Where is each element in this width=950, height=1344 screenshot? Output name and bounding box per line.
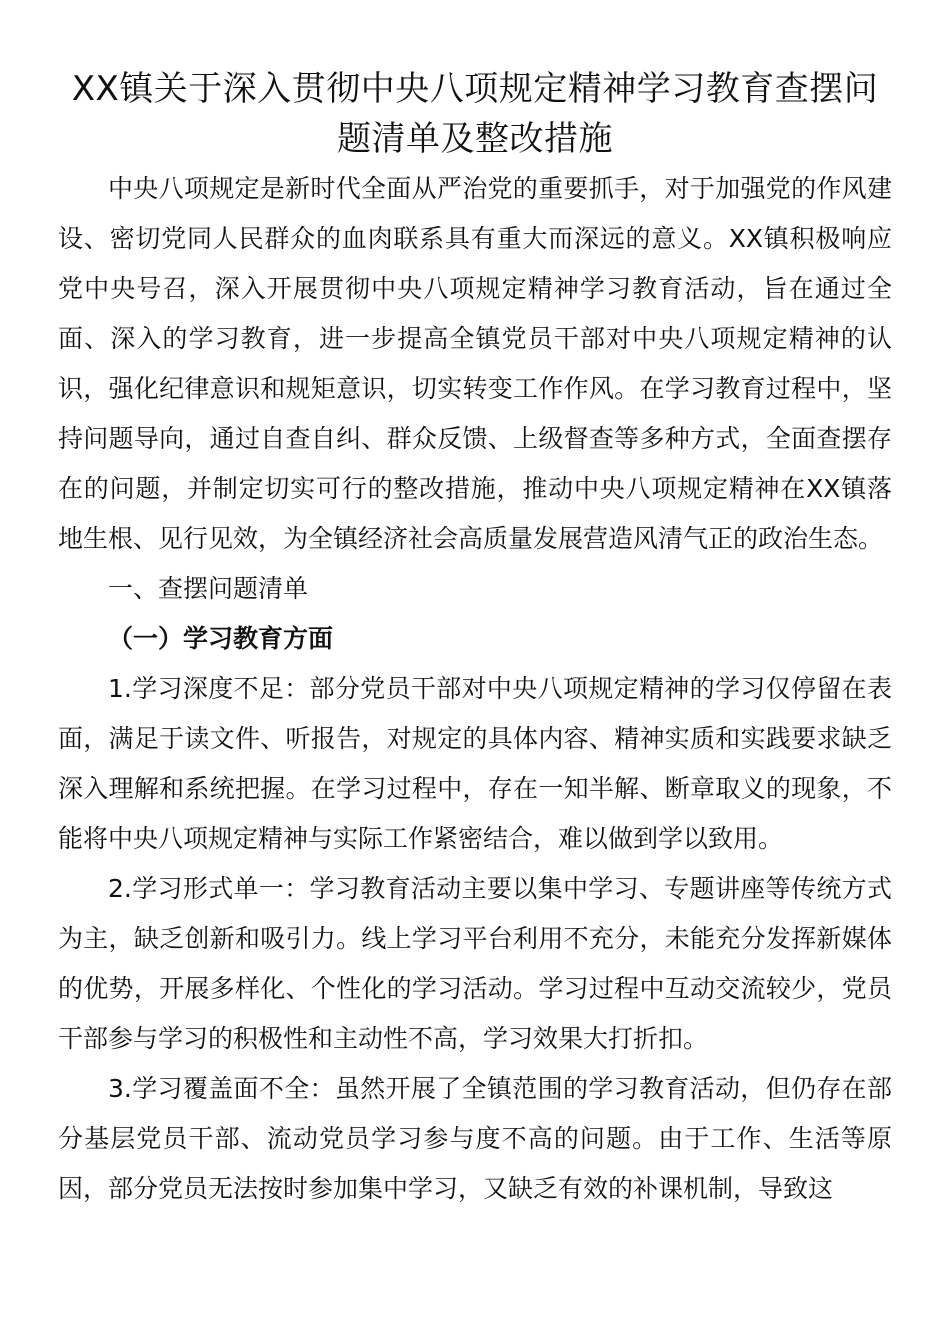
document-page <box>58 64 892 1214</box>
subsection-heading: （一）学习教育方面 <box>108 624 334 653</box>
section-heading: 一、查摆问题清单 <box>108 574 309 603</box>
list-item: 2.学习形式单一：学习教育活动主要以集中学习、专题讲座等传统方式为主，缺乏创新和吸引力。线上学习平台利用不充分，未能充分发挥新媒体的优势，开展多样化、个性化的学习活动。学习过程中互动交流较少，党员干部参与学习的积极性和主动性不高，学习效果大打折扣。 <box>58 874 892 1053</box>
list-item: 3.学习覆盖面不全：虽然开展了全镇范围的学习教育活动，但仍存在部分基层党员干部、流动党员学习参与度不高的问题。由于工作、生活等原因，部分党员无法按时参加集中学习，又缺乏有效的补课机制，导致这 <box>58 1074 892 1203</box>
document-title: XX镇关于深入贯彻中央八项规定精神学习教育查摆问题清单及整改措施 <box>71 69 879 159</box>
list-item: 1.学习深度不足：部分党员干部对中央八项规定精神的学习仅停留在表面，满足于读文件、听报告，对规定的具体内容、精神实质和实践要求缺乏深入理解和系统把握。在学习过程中，存在一知半解、断章取义的现象，不能将中央八项规定精神与实际工作紧密结合，难以做到学以致用。 <box>58 674 892 853</box>
intro-paragraph: 中央八项规定是新时代全面从严治党的重要抓手，对于加强党的作风建设、密切党同人民群众的血肉联系具有重大而深远的意义。XX镇积极响应党中央号召，深入开展贯彻中央八项规定精神学习教育活动，旨在通过全面、深入的学习教育，进一步提高全镇党员干部对中央八项规定精神的认识，强化纪律意识和规矩意识，切实转变工作作风。在学习教育过程中，坚持问题导向，通过自查自纠、群众反馈、上级督查等多种方式，全面查摆存在的问题，并制定切实可行的整改措施，推动中央八项规定精神在XX镇落地生根、见行见效，为全镇经济社会高质量发展营造风清气正的政治生态。 <box>58 174 892 553</box>
